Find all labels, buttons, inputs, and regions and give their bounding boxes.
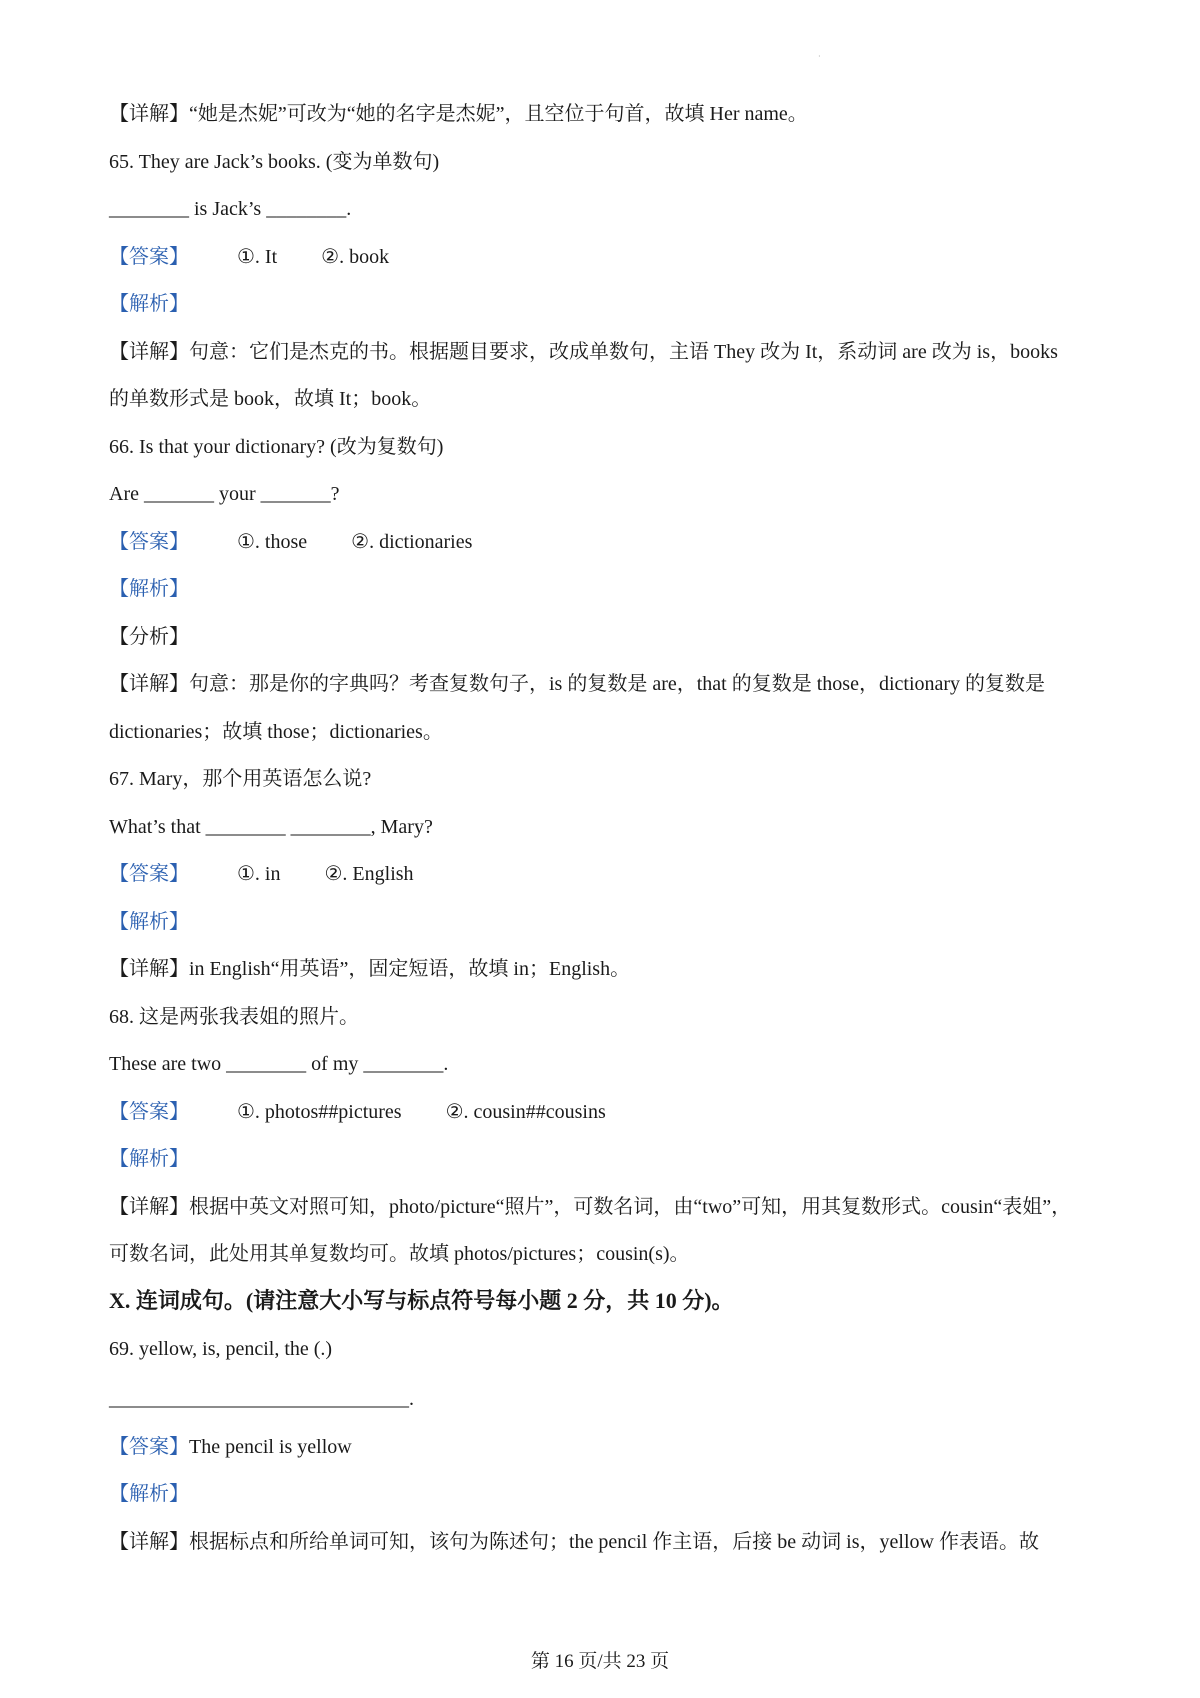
analysis-section-tag: 【分析】 xyxy=(109,626,189,648)
detail-line xyxy=(109,1528,1105,1556)
question-67: 67. Mary，那个用英语怎么说? xyxy=(109,768,372,790)
detail-text: 句意：它们是杰克的书。根据题目要求，改成单数句，主语 They 改为 It，系动词 are 改为 is，books xyxy=(189,341,1058,363)
detail-continuation: 可数名词，此处用其单复数均可。故填 photos/pictures；cousin(s)。 xyxy=(109,1243,690,1265)
answer-option-2: ②. book xyxy=(321,246,390,268)
answer-option-2: ②. cousin##cousins xyxy=(445,1101,606,1123)
answer-tag: 【答案】 xyxy=(109,1101,189,1123)
question-65-blank: ________ is Jack’s ________. xyxy=(109,198,352,220)
answer-option-1: ①. those xyxy=(237,531,308,553)
detail-tag: 【详解】 xyxy=(109,103,189,125)
question-69: 69. yellow, is, pencil, the (.) xyxy=(109,1338,333,1360)
detail-text: 根据中英文对照可知，photo/picture“照片”，可数名词，由“two”可知，用其复数形式。cousin“表姐”， xyxy=(189,1196,1072,1218)
detail-line xyxy=(109,955,1105,983)
detail-line xyxy=(109,338,1105,366)
question-66: 66. Is that your dictionary? (改为复数句) xyxy=(109,436,444,458)
question-68: 68. 这是两张我表姐的照片。 xyxy=(109,1006,359,1028)
answer-69 xyxy=(109,1433,1105,1461)
answer-tag: 【答案】 xyxy=(109,863,189,885)
detail-continuation: 的单数形式是 book，故填 It；book。 xyxy=(109,388,432,410)
analysis-tag: 【解析】 xyxy=(109,1148,189,1170)
analysis-tag: 【解析】 xyxy=(109,293,189,315)
detail-tag: 【详解】 xyxy=(109,341,189,363)
detail-tag: 【详解】 xyxy=(109,673,189,695)
detail-text: 根据标点和所给单词可知，该句为陈述句；the pencil 作主语，后接 be 动词 is，yellow 作表语。故 xyxy=(189,1531,1039,1553)
question-65: 65. They are Jack’s books. (变为单数句) xyxy=(109,151,440,173)
header-mark: · xyxy=(818,52,821,61)
detail-continuation: dictionaries；故填 those；dictionaries。 xyxy=(109,721,443,743)
analysis-tag: 【解析】 xyxy=(109,1483,189,1505)
analysis-tag: 【解析】 xyxy=(109,578,189,600)
answer-option-1: ①. It xyxy=(237,246,278,268)
answer-option-2: ②. dictionaries xyxy=(351,531,473,553)
detail-tag: 【详解】 xyxy=(109,1196,189,1218)
section-heading: X. 连词成句。(请注意大小写与标点符号每小题 2 分，共 10 分)。 xyxy=(109,1288,734,1313)
question-67-blank: What’s that ________ ________, Mary? xyxy=(109,816,433,838)
analysis-tag: 【解析】 xyxy=(109,911,189,933)
answer-67 xyxy=(109,860,1105,888)
answer-option-1: ①. photos##pictures xyxy=(237,1101,402,1123)
detail-line xyxy=(109,1193,1105,1221)
answer-option-1: ①. in xyxy=(237,863,281,885)
detail-text: 句意：那是你的字典吗？考查复数句子，is 的复数是 are，that 的复数是 those，dictionary 的复数是 xyxy=(189,673,1046,695)
question-66-blank: Are _______ your _______? xyxy=(109,483,340,505)
answer-65 xyxy=(109,243,1105,271)
detail-line xyxy=(109,100,1105,128)
answer-tag: 【答案】 xyxy=(109,531,189,553)
detail-text: “她是杰妮”可改为“她的名字是杰妮”，且空位于句首，故填 Her name。 xyxy=(189,103,808,125)
detail-text: in English“用英语”，固定短语，故填 in；English。 xyxy=(189,958,631,980)
question-68-blank: These are two ________ of my ________. xyxy=(109,1053,449,1075)
detail-tag: 【详解】 xyxy=(109,1531,189,1553)
answer-tag: 【答案】 xyxy=(109,1436,189,1458)
detail-tag: 【详解】 xyxy=(109,958,189,980)
answer-68 xyxy=(109,1098,1105,1126)
question-69-blank: ______________________________. xyxy=(109,1388,414,1410)
answer-66 xyxy=(109,528,1105,556)
page-footer: 第 16 页/共 23 页 xyxy=(530,1651,670,1672)
answer-tag: 【答案】 xyxy=(109,246,189,268)
answer-text: The pencil is yellow xyxy=(189,1436,352,1458)
answer-option-2: ②. English xyxy=(324,863,414,885)
detail-line xyxy=(109,670,1105,698)
